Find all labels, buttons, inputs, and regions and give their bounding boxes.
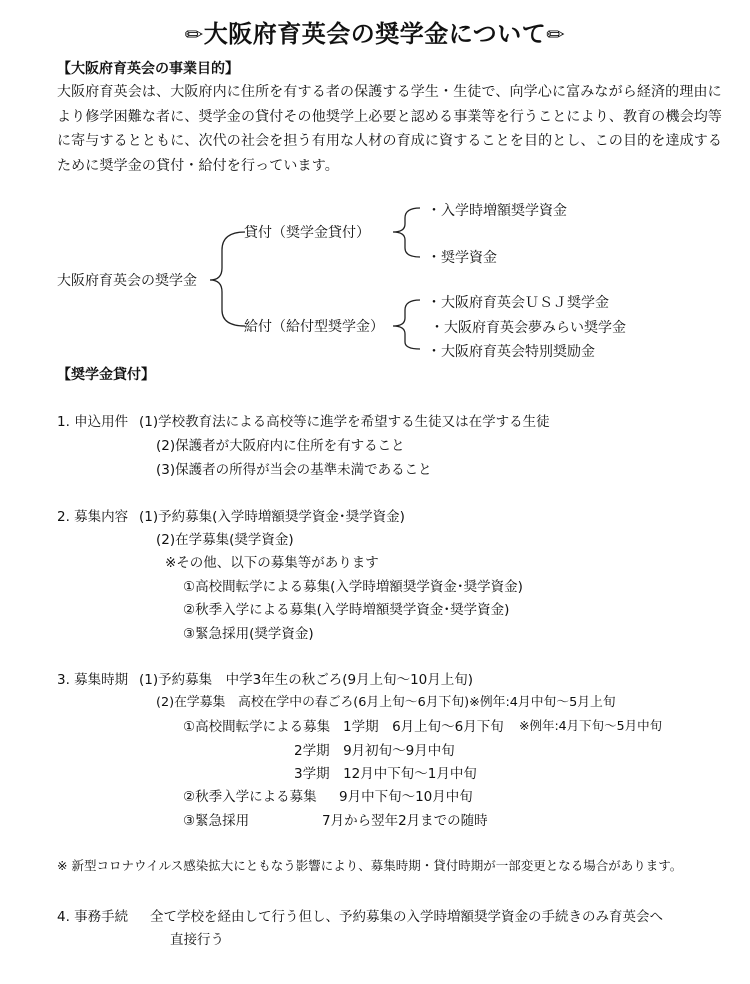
pencil-icon: ✏ (546, 23, 566, 48)
requirements-item: (1)学校教育法による高校等に進学を希望する生徒又は在学する生徒 (139, 414, 550, 430)
purpose-heading: 【大阪府育英会の事業目的】 (57, 61, 239, 77)
requirements-item: (2)保護者が大阪府内に住所を有すること (156, 438, 405, 454)
recruitment-label: 2. 募集内容 (57, 509, 129, 525)
schedule-line: (2)在学募集 高校在学中の春ごろ(6月上旬～6月下旬)※例年:4月中旬～5月上旬 (156, 695, 616, 710)
recruitment-other-note: ※その他、以下の募集等があります (165, 555, 379, 571)
procedure-text: 全て学校を経由して行う但し、予約募集の入学時増額奨学資金の手続きのみ育英会へ (150, 909, 663, 925)
tree-grant-item: ・大阪府育英会ＵＳＪ奨学金 (427, 295, 609, 311)
recruitment-item: (2)在学募集(奨学資金) (156, 532, 294, 548)
tree-grant-item: ・大阪府育英会夢みらい奨学金 (430, 320, 626, 336)
schedule-emergency-period: 7月から翌年2月までの随時 (322, 813, 488, 829)
tree-loan-item: ・奨学資金 (427, 250, 497, 266)
tree-loan-label: 貸付（奨学金貸付） (244, 225, 370, 241)
recruitment-other-item: ③緊急採用(奨学資金) (183, 626, 314, 642)
schedule-term: 1学期 6月上旬～6月下旬 (343, 719, 504, 735)
tree-main-brace (210, 232, 245, 326)
tree-grant-brace (393, 300, 420, 349)
loan-section-heading: 【奨学金貸付】 (57, 367, 155, 383)
covid-note: ※ 新型コロナウイルス感染拡大にともなう影響により、募集時期・貸付時期が一部変更となる場合があります。 (57, 858, 683, 873)
tree-loan-item: ・入学時増額奨学資金 (427, 203, 567, 219)
schedule-term: 3学期 12月中下旬～1月中旬 (294, 766, 477, 782)
schedule-autumn-label: ②秋季入学による募集 (183, 789, 317, 805)
recruitment-other-item: ①高校間転学による募集(入学時増額奨学資金･奨学資金) (183, 579, 523, 595)
purpose-paragraph: 大阪府育英会は、大阪府内に住所を有する者の保護する学生・生徒で、向学心に富みながら経済的理由により修学困難な者に、奨学金の貸付その他奨学上必要と認める事業等を行うことにより、教育の機会均等に寄与するとともに、次代の社会を担う有用な人材の育成に資することを目的とし、この目的を達成するために奨学金の貸付・給付を行っています。 (57, 84, 723, 174)
requirements-label: 1. 申込用件 (57, 414, 129, 430)
procedure-text: 直接行う (170, 932, 224, 948)
tree-loan-brace (393, 208, 420, 257)
recruitment-item: (1)予約募集(入学時増額奨学資金･奨学資金) (139, 509, 405, 525)
recruitment-other-item: ②秋季入学による募集(入学時増額奨学資金･奨学資金) (183, 602, 510, 618)
schedule-label: 3. 募集時期 (57, 672, 129, 688)
requirements-item: (3)保護者の所得が当会の基準未満であること (156, 462, 432, 478)
schedule-term-note: ※例年:4月下旬～5月中旬 (519, 718, 663, 733)
procedure-label: 4. 事務手続 (57, 909, 129, 925)
tree-root-label: 大阪府育英会の奨学金 (57, 273, 197, 289)
tree-grant-label: 給付（給付型奨学金） (244, 319, 384, 335)
schedule-line: (1)予約募集 中学3年生の秋ごろ(9月上旬～10月上旬) (139, 672, 474, 688)
schedule-autumn-period: 9月中下旬～10月中旬 (339, 789, 473, 805)
pencil-icon: ✏ (184, 23, 204, 48)
schedule-emergency-label: ③緊急採用 (183, 813, 250, 829)
tree-grant-item: ・大阪府育英会特別奨励金 (427, 344, 595, 360)
schedule-term: 2学期 9月初旬～9月中旬 (294, 743, 455, 759)
schedule-transfer-label: ①高校間転学による募集 (183, 719, 331, 735)
page-title-text: 大阪府育英会の奨学金について (203, 20, 547, 48)
